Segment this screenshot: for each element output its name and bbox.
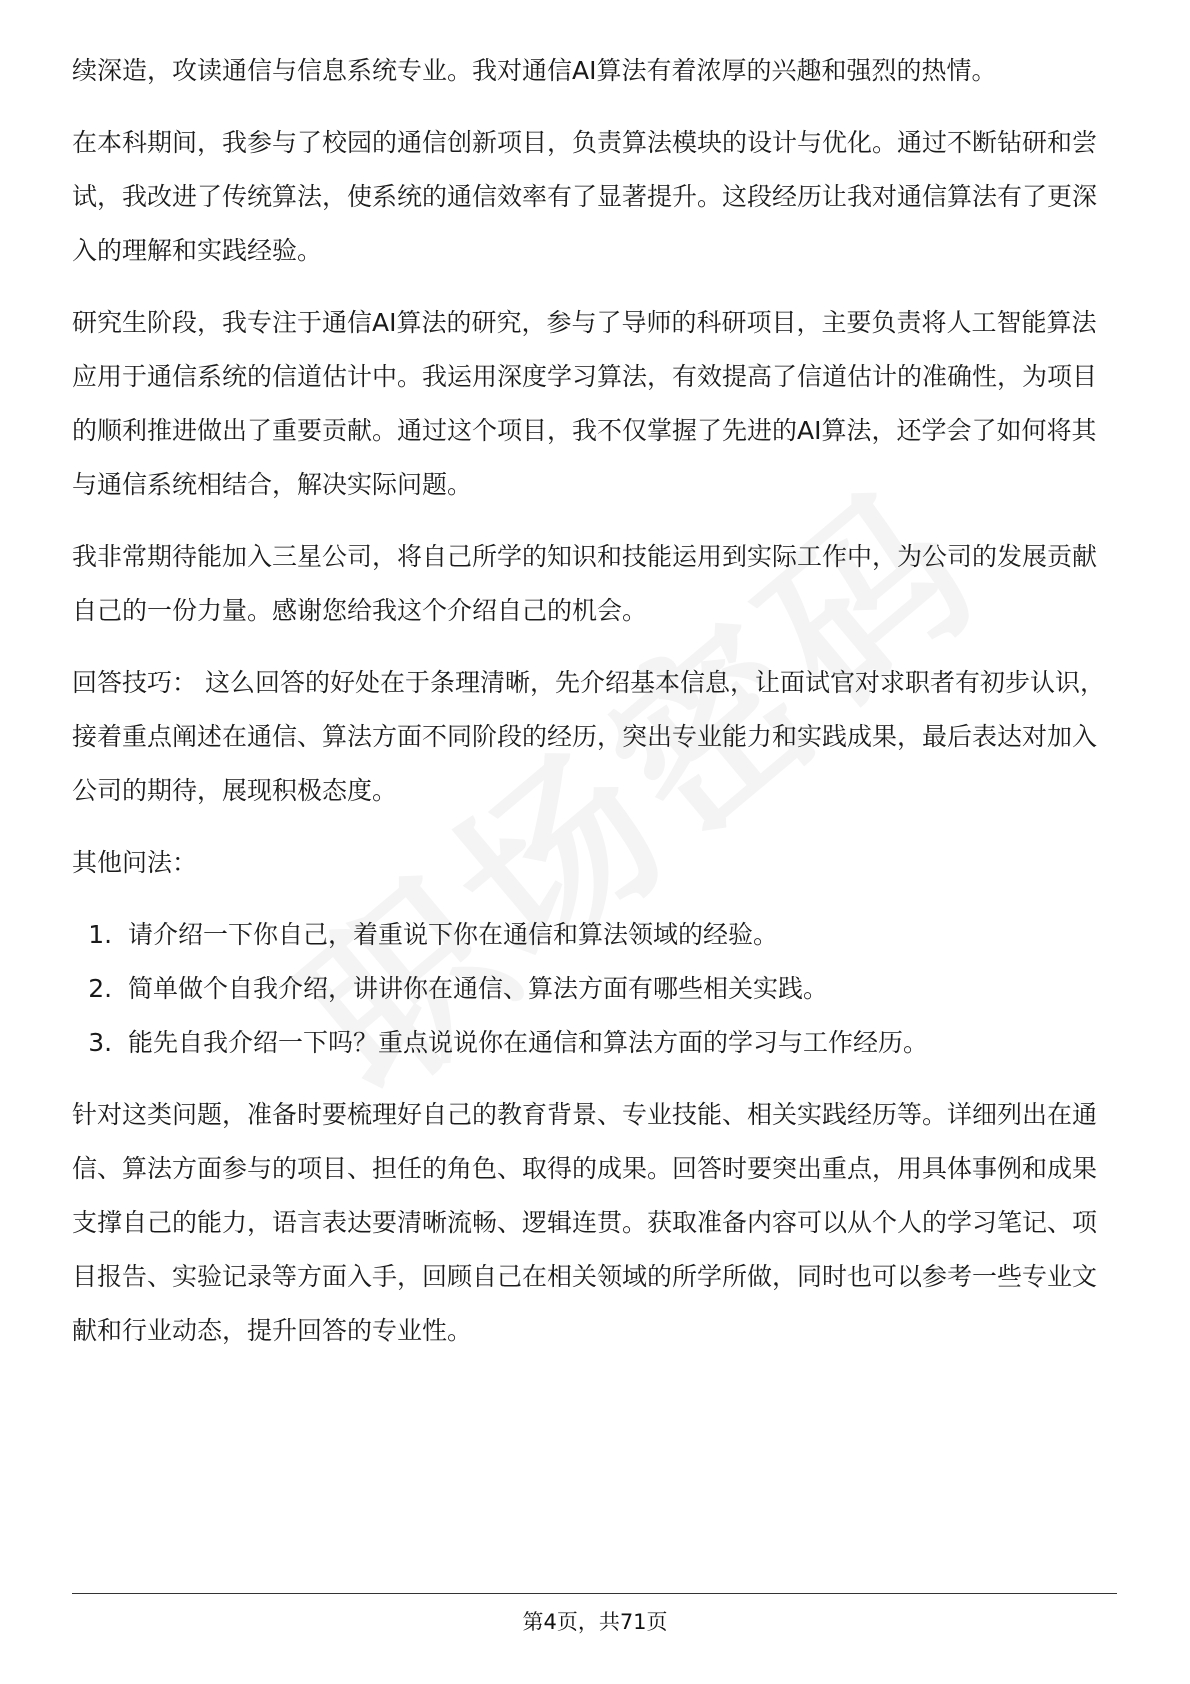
list-item: 3. 能先自我介绍一下吗？重点说说你在通信和算法方面的学习与工作经历。 [120,1016,1117,1070]
paragraph-undergrad: 在本科期间，我参与了校园的通信创新项目，负责算法模块的设计与优化。通过不断钻研和尝试，我改进了传统算法，使系统的通信效率有了显著提升。这段经历让我对通信算法有了更深入的理解和实践经验。 [72,128,1098,265]
paragraph-preparation-advice: 针对这类问题，准备时要梳理好自己的教育背景、专业技能、相关实践经历等。详细列出在通信、算法方面参与的项目、担任的角色、取得的成果。回答时要突出重点，用具体事例和成果支撑自己的能力，语言表达要清晰流畅、逻辑连贯。获取准备内容可以从个人的学习笔记、项目报告、实验记录等方面入手，回顾自己在相关领域的所学所做，同时也可以参考一些专业文献和行业动态，提升回答的专业性。 [72,1100,1098,1345]
paragraph-other-questions-heading: 其他问法： [72,848,198,877]
list-item: 2. 简单做个自我介绍，讲讲你在通信、算法方面有哪些相关实践。 [120,962,1117,1016]
page-number: 第4页，共71页 [522,1610,668,1634]
paragraph-answer-tips: 回答技巧： 这么回答的好处在于条理清晰，先介绍基本信息，让面试官对求职者有初步认识，接着重点阐述在通信、算法方面不同阶段的经历，突出专业能力和实践成果，最后表达对加入公司的期待，展现积极态度。 [72,668,1105,805]
footer-divider [72,1593,1117,1594]
paragraph-graduate: 研究生阶段，我专注于通信AI算法的研究，参与了导师的科研项目，主要负责将人工智能算法应用于通信系统的信道估计中。我运用深度学习算法，有效提高了信道估计的准确性，为项目的顺利推进做出了重要贡献。通过这个项目，我不仅掌握了先进的AI算法，还学会了如何将其与通信系统相结合，解决实际问题。 [72,308,1098,499]
list-item: 1. 请介绍一下你自己，着重说下你在通信和算法领域的经验。 [120,908,1117,962]
other-questions-list [72,908,1117,1070]
paragraph-intro-continued: 续深造，攻读通信与信息系统专业。我对通信AI算法有着浓厚的兴趣和强烈的热情。 [72,56,997,85]
paragraph-expectation: 我非常期待能加入三星公司，将自己所学的知识和技能运用到实际工作中，为公司的发展贡献自己的一份力量。感谢您给我这个介绍自己的机会。 [72,542,1098,625]
document-body [72,44,1117,1376]
